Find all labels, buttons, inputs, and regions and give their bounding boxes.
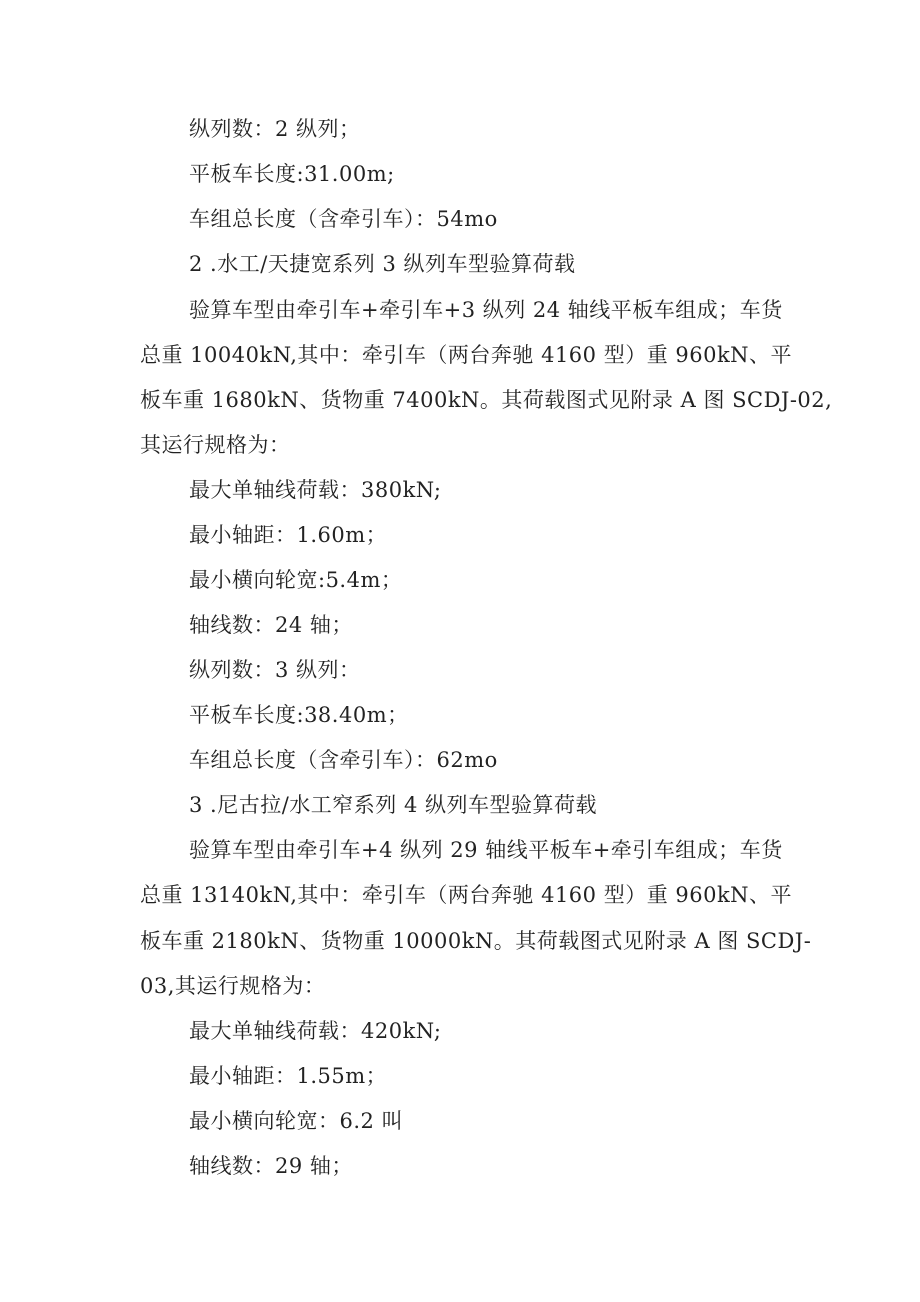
text-line: 其运行规格为：: [140, 433, 291, 457]
text-line: 平板车长度:38.40m；: [189, 703, 409, 727]
text-line: 平板车长度:31.00m;: [189, 162, 395, 186]
text-line: 03,其运行规格为：: [140, 974, 326, 998]
text-line: 最大单轴线荷载：380kN;: [189, 478, 442, 502]
text-line: 最大单轴线荷载：420kN;: [189, 1019, 442, 1043]
text-line: 车组总长度（含牵引车）：62mo: [189, 748, 498, 772]
text-line: 轴线数：24 轴；: [189, 613, 353, 637]
text-line: 板车重 2180kN、货物重 10000kN。其荷载图式见附录 A 图 SCDJ-: [140, 929, 812, 953]
text-line: 纵列数：2 纵列；: [189, 117, 361, 141]
text-line: 轴线数：29 轴；: [189, 1154, 353, 1178]
text-line: 总重 13140kN,其中：牵引车（两台奔驰 4160 型）重 960kN、平: [140, 883, 793, 907]
text-line: 纵列数：3 纵列：: [189, 658, 361, 682]
text-line: 最小横向轮宽:5.4m；: [189, 568, 403, 592]
text-line: 车组总长度（含牵引车）：54mo: [189, 207, 498, 231]
text-line: 验算车型由牵引车+牵引车+3 纵列 24 轴线平板车组成；车货: [189, 298, 783, 322]
text-line: 总重 10040kN,其中：牵引车（两台奔驰 4160 型）重 960kN、平: [140, 343, 793, 367]
text-line: 验算车型由牵引车+4 纵列 29 轴线平板车+牵引车组成；车货: [189, 838, 783, 862]
text-line: 板车重 1680kN、货物重 7400kN。其荷载图式见附录 A 图 SCDJ-02,: [140, 388, 833, 412]
text-line: 最小轴距：1.55m；: [189, 1064, 388, 1088]
section-heading: 3 .尼古拉/水工窄系列 4 纵列车型验算荷载: [189, 793, 597, 817]
section-heading: 2 .水工/天捷宽系列 3 纵列车型验算荷载: [189, 252, 576, 276]
text-line: 最小横向轮宽：6.2 叫: [189, 1109, 404, 1133]
text-line: 最小轴距：1.60m；: [189, 523, 388, 547]
